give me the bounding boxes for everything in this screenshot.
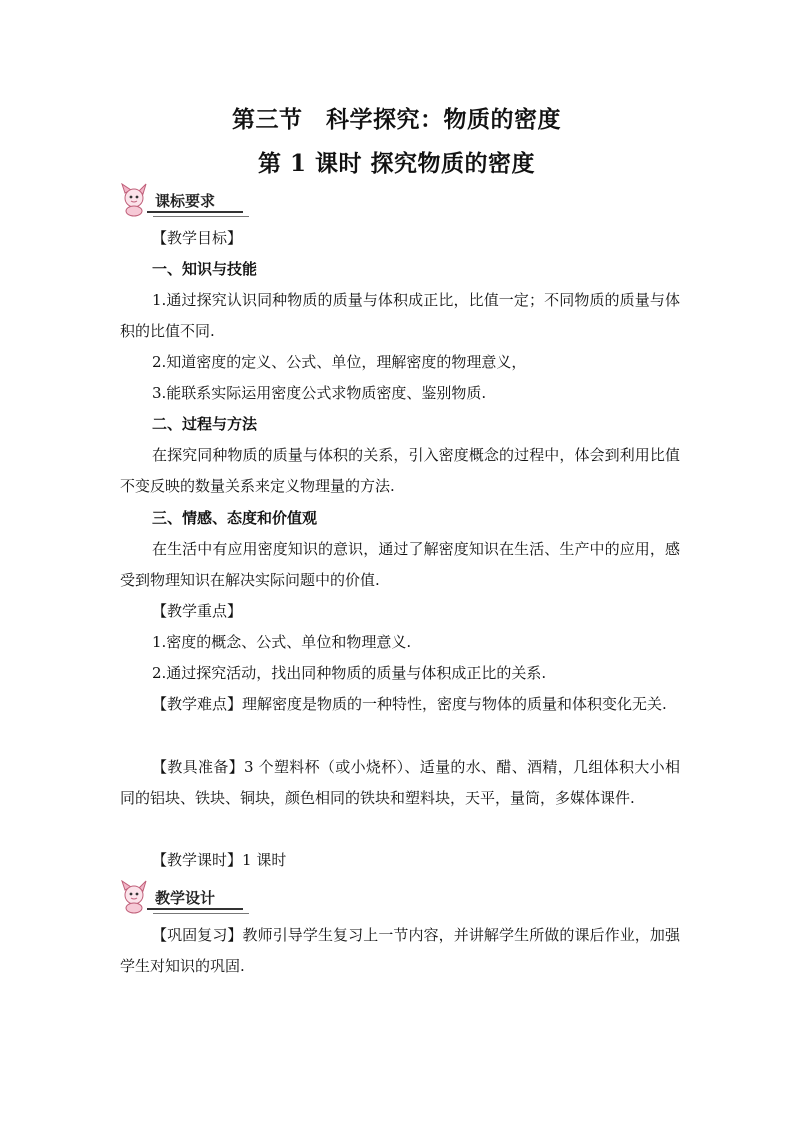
knowledge-item-1: 1.通过探究认识同种物质的质量与体积成正比，比值一定；不同物质的质量与体积的比值不同. xyxy=(120,291,680,340)
emotion-values-heading: 三、情感、态度和价值观 xyxy=(152,509,318,527)
hours-text: 1 课时 xyxy=(242,851,287,869)
equipment-text: 3 个塑料杯（或小烧杯）、适量的水、醋、酒精，几组体积大小相同的铝块、铁块、铜块，颜色相同的铁块和塑料块，天平，量筒，多媒体课件. xyxy=(120,758,680,807)
equipment-paragraph xyxy=(120,752,680,814)
review-paragraph xyxy=(120,920,680,982)
difficulty-label: 【教学难点】 xyxy=(152,695,243,713)
difficulty-text: 理解密度是物质的一种特性，密度与物体的质量和体积变化无关. xyxy=(242,695,667,713)
teaching-design-badge xyxy=(119,880,249,914)
curriculum-requirements-badge xyxy=(119,183,249,217)
process-method-text: 在探究同种物质的质量与体积的关系，引入密度概念的过程中，体会到利用比值不变反映的数量关系来定义物理量的方法. xyxy=(120,446,680,495)
key-points-heading: 【教学重点】 xyxy=(152,602,243,620)
review-label: 【巩固复习】 xyxy=(152,926,243,944)
process-method-heading: 二、过程与方法 xyxy=(152,415,258,433)
hours-label: 【教学课时】 xyxy=(152,851,243,869)
key-point-1: 1.密度的概念、公式、单位和物理意义. xyxy=(152,633,412,651)
badge-underline xyxy=(147,908,243,910)
teaching-goals-heading: 【教学目标】 xyxy=(152,229,243,247)
badge-label: 教学设计 xyxy=(155,889,216,907)
key-point-2: 2.通过探究活动，找出同种物质的质量与体积成正比的关系. xyxy=(152,664,547,682)
badge-underline-thin xyxy=(153,216,249,217)
review-text: 教师引导学生复习上一节内容，并讲解学生所做的课后作业，加强学生对知识的巩固. xyxy=(120,926,680,975)
badge-underline-thin xyxy=(153,913,249,914)
hours-line xyxy=(152,845,286,876)
difficulty-paragraph xyxy=(120,689,680,720)
knowledge-skills-heading: 一、知识与技能 xyxy=(152,260,258,278)
section-title: 第三节 科学探究：物质的密度 xyxy=(232,106,561,133)
badge-label: 课标要求 xyxy=(155,192,216,210)
badge-underline xyxy=(147,211,243,213)
knowledge-item-3: 3.能联系实际运用密度公式求物质密度、鉴别物质. xyxy=(152,384,487,402)
lesson-title: 第 1 课时 探究物质的密度 xyxy=(257,150,536,177)
emotion-values-text: 在生活中有应用密度知识的意识，通过了解密度知识在生活、生产中的应用，感受到物理知识在解决实际问题中的价值. xyxy=(120,540,680,589)
knowledge-item-2: 2.知道密度的定义、公式、单位，理解密度的物理意义， xyxy=(152,353,527,371)
equipment-label: 【教具准备】 xyxy=(152,758,244,776)
